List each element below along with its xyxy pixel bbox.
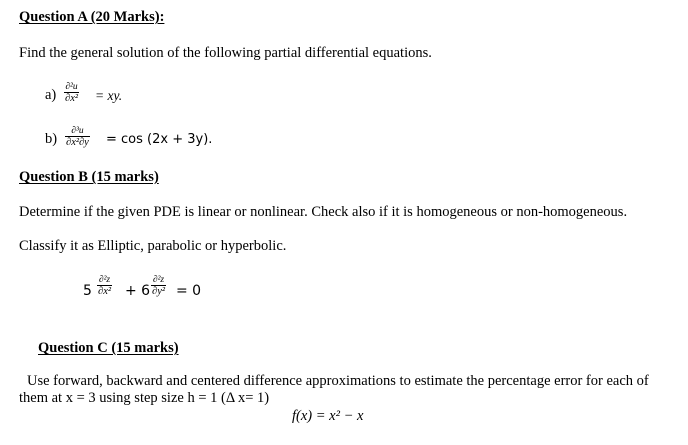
equation-fraction-x <box>97 275 112 298</box>
part-b-denominator: ∂x²∂y <box>66 137 89 148</box>
question-b-heading: Question B (15 marks) <box>19 169 159 185</box>
equation-frac1-numerator: ∂²z <box>98 275 111 285</box>
equation-plus-coefficient-6: + 6 <box>125 283 151 299</box>
equation-frac1-denominator: ∂x² <box>98 286 111 297</box>
part-a-fraction <box>64 82 79 105</box>
equation-frac2-numerator: ∂²z <box>152 275 165 285</box>
question-c-heading: Question C (15 marks) <box>38 340 179 356</box>
equation-rhs: = 0 <box>176 283 202 299</box>
part-b-fraction <box>65 126 90 149</box>
part-a-label: a) <box>45 87 57 103</box>
part-b-label: b) <box>45 131 58 147</box>
part-b-rhs: = cos (2x + 3y). <box>106 132 213 147</box>
equation-coefficient-5: 5 <box>83 283 92 299</box>
part-a-numerator: ∂²u <box>65 82 78 92</box>
question-b-instruction-2: Classify it as Elliptic, parabolic or hyperbolic. <box>19 238 287 254</box>
question-a-heading: Question A (20 Marks): <box>19 9 165 25</box>
question-c-instruction-line2: them at x = 3 using step size h = 1 (Δ x= 1) <box>19 390 270 406</box>
question-a-instruction: Find the general solution of the following partial differential equations. <box>19 45 432 61</box>
question-c-function: f(x) = x² − x <box>292 408 364 424</box>
question-b-instruction-1: Determine if the given PDE is linear or nonlinear. Check also if it is homogeneous or non-homogeneous. <box>19 204 628 220</box>
part-a-denominator: ∂x² <box>65 93 78 104</box>
equation-frac2-denominator: ∂y² <box>152 286 165 297</box>
part-a-rhs: = xy. <box>95 88 123 103</box>
equation-fraction-y <box>151 275 166 298</box>
part-b-numerator: ∂³u <box>71 126 84 136</box>
question-c-instruction-line1: Use forward, backward and centered difference approximations to estimate the percentage error for each of <box>27 373 649 389</box>
